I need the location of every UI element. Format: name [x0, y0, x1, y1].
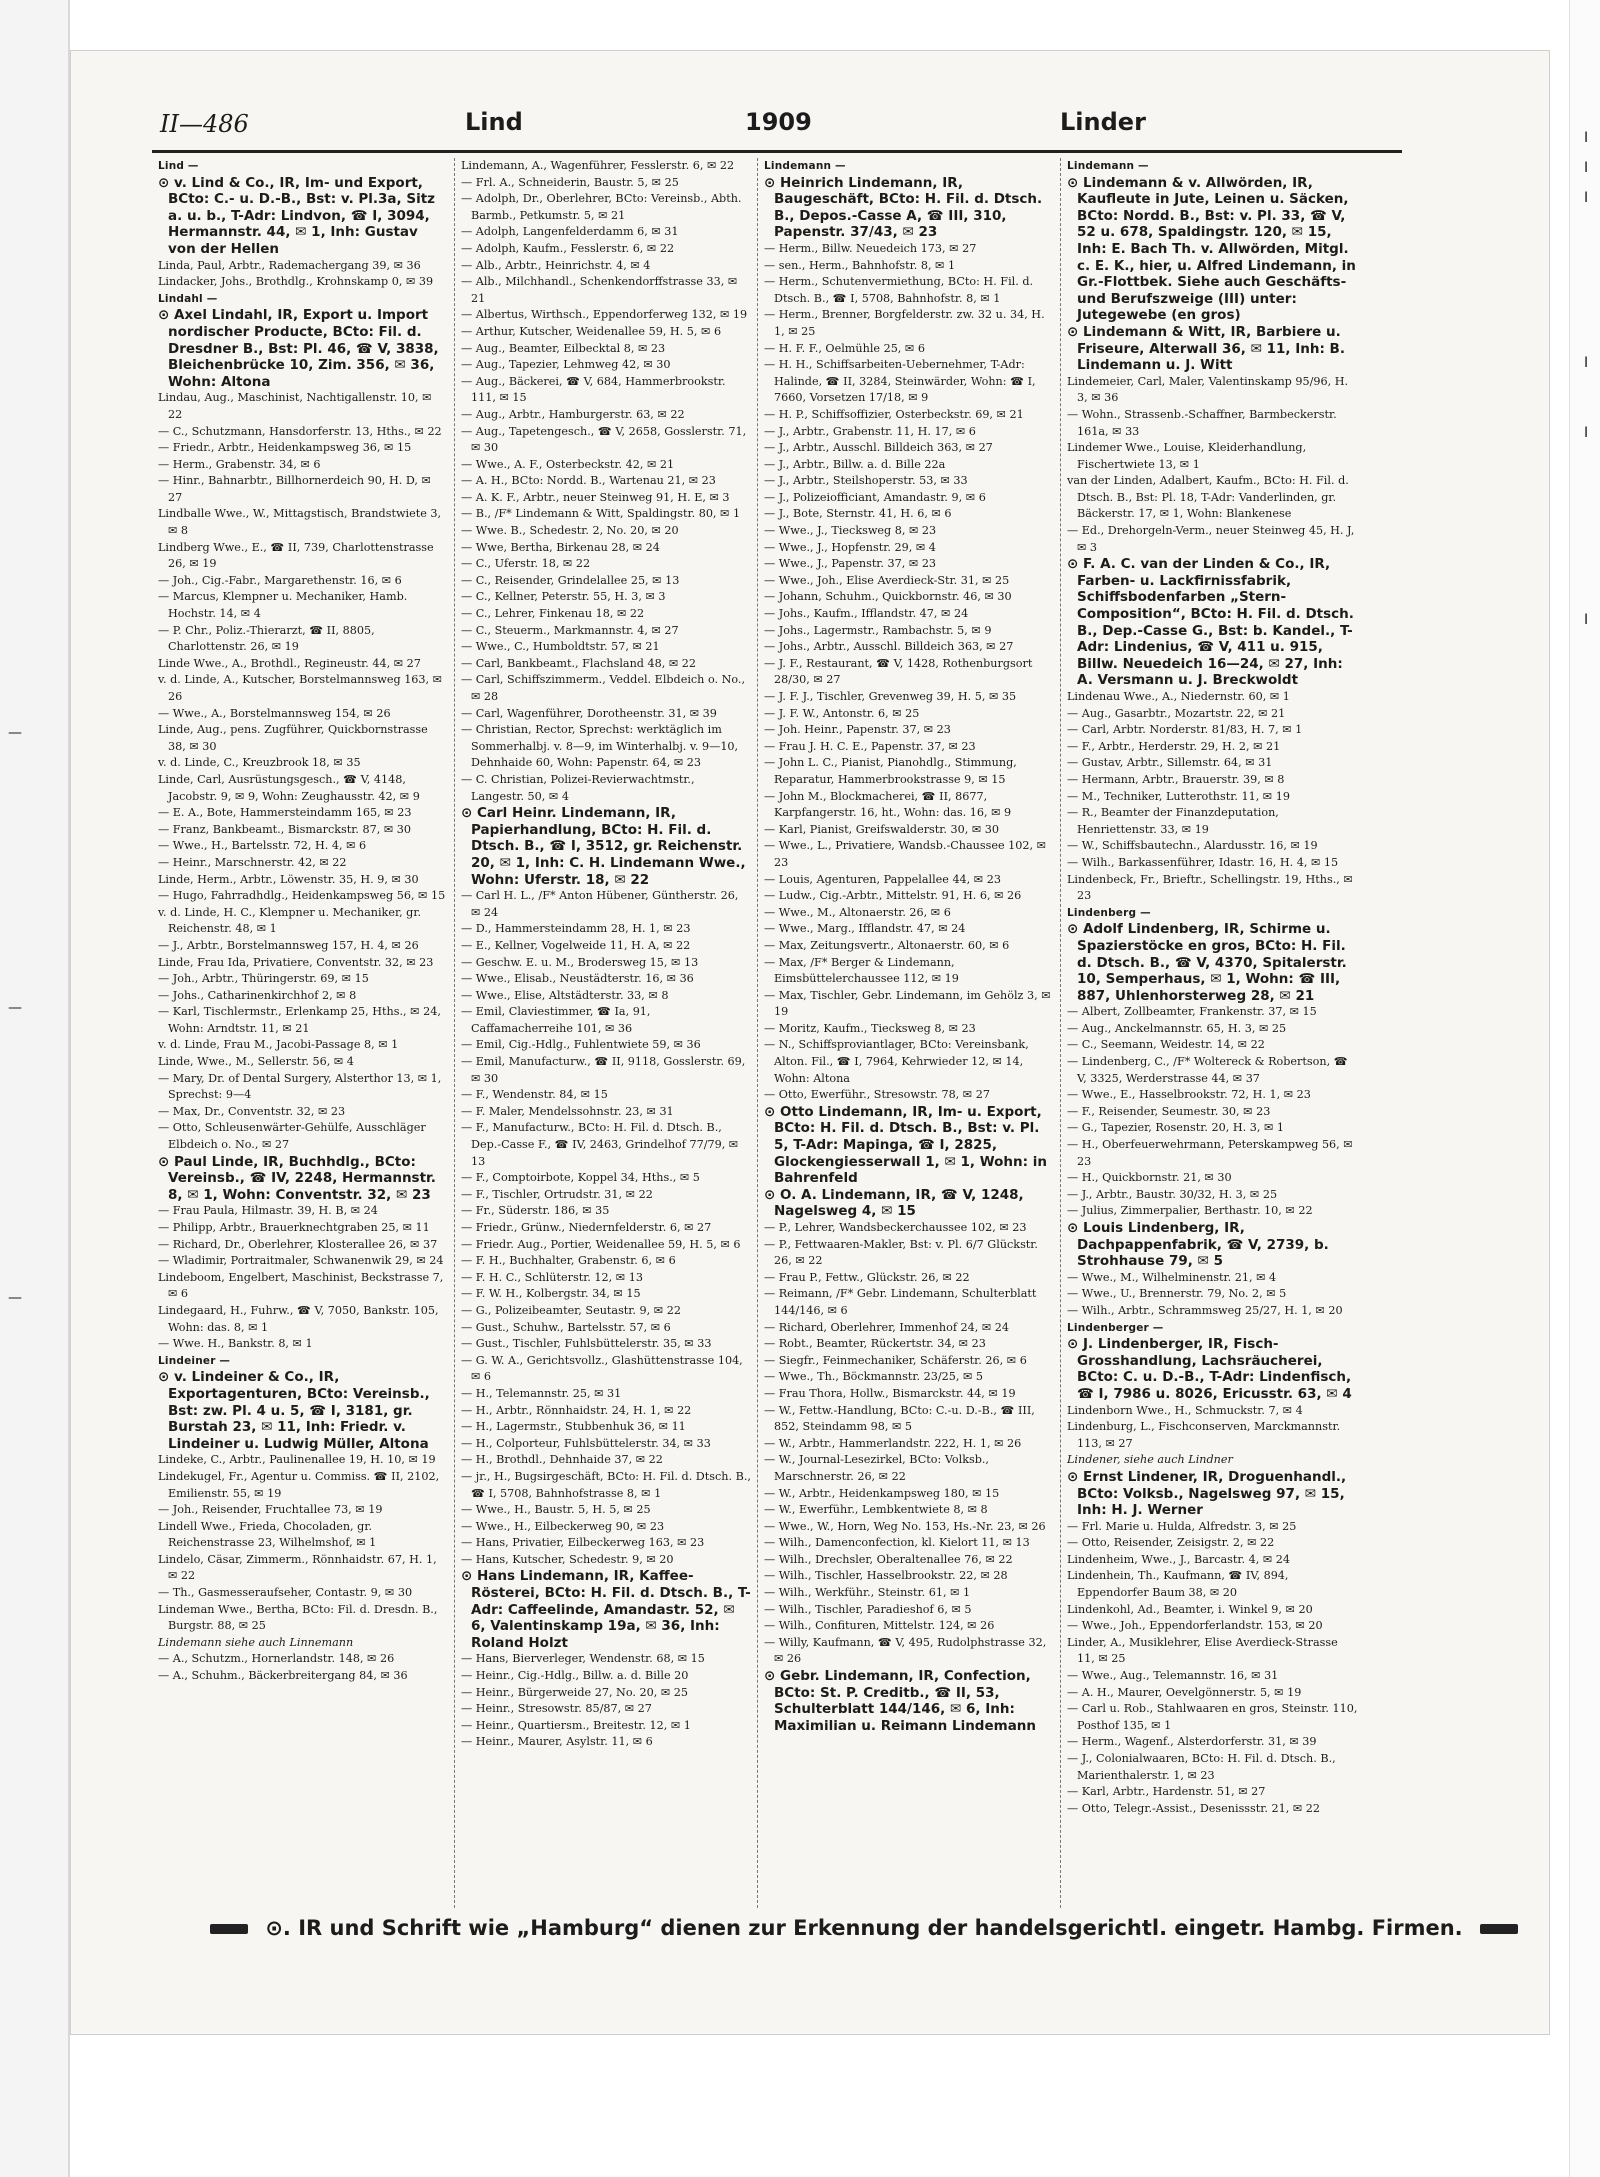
directory-entry: — Joh. Heinr., Papenstr. 37, ✉ 23	[764, 723, 951, 737]
directory-entry: — M., Techniker, Lutterothstr. 11, ✉ 19	[1067, 789, 1290, 803]
cross-reference: Lindener, siehe auch Lindner	[1067, 1453, 1233, 1467]
directory-entry: — W., Arbtr., Hammerlandstr. 222, H. 1, ✉ 26	[764, 1436, 1022, 1450]
directory-entry: — Aug., Beamter, Eilbecktal 8, ✉ 23	[461, 341, 666, 355]
directory-entry: — C., Reisender, Grindelallee 25, ✉ 13	[461, 573, 680, 587]
directory-entry: — J., Arbtr., Billw. a. d. Bille 22a	[764, 457, 946, 471]
directory-entry: — F. H., Buchhalter, Grabenstr. 6, ✉ 6	[461, 1254, 676, 1268]
directory-entry: — Wilh., Confituren, Mittelstr. 124, ✉ 26	[764, 1619, 995, 1633]
directory-entry: — J., Colonialwaaren, BCto: H. Fil. d. Dtsch. B., Marienthalerstr. 1, ✉ 23	[1067, 1752, 1336, 1782]
directory-entry: — H., Arbtr., Rönnhaidstr. 24, H. 1, ✉ 22	[461, 1403, 692, 1417]
directory-entry: — Gust., Schuhw., Bartelsstr. 57, ✉ 6	[461, 1320, 671, 1334]
directory-entry: — P., Lehrer, Wandsbeckerchaussee 102, ✉ 23	[764, 1221, 1027, 1234]
directory-entry: — Heinr., Bürgerweide 27, No. 20, ✉ 25	[461, 1685, 689, 1699]
directory-entry: — Carl u. Rob., Stahlwaaren en gros, Steinstr. 110, Posthof 135, ✉ 1	[1067, 1702, 1358, 1732]
firm-entry: ⊙ F. A. C. van der Linden & Co., IR, Farben- u. Lackfirnissfabrik, Schiffsbodenfarben „Stern-Composition“, BCto: H. Fil. d. Dtsch. B., Dep.-Casse G., Bst: b. Kandel., T-Adr: Lindenius, ☎ V, 411 u. 915, Billw. Neuedeich 16—24, ✉ 27, Inh: A. Versmann u. J. Breckwoldt	[1067, 556, 1354, 689]
directory-entry: — Moritz, Kaufm., Tiecksweg 8, ✉ 23	[764, 1021, 976, 1035]
directory-entry: — F., Reisender, Seumestr. 30, ✉ 23	[1067, 1104, 1271, 1118]
directory-entry: — Julius, Zimmerpalier, Berthastr. 10, ✉ 22	[1067, 1204, 1313, 1218]
firm-entry: ⊙ Carl Heinr. Lindemann, IR, Papierhandlung, BCto: H. Fil. d. Dtsch. B., ☎ I, 3512, gr. Reichenstr. 20, ✉ 1, Inh: C. H. Lindemann Wwe., Wohn: Uferstr. 18, ✉ 22	[461, 805, 746, 888]
directory-entry: — Adolph, Langenfelderdamm 6, ✉ 31	[461, 225, 679, 239]
footer-note	[200, 1916, 1463, 1946]
directory-entry: — A. K. F., Arbtr., neuer Steinweg 91, H. E, ✉ 3	[461, 490, 730, 504]
directory-entry: — Wwe., W., Horn, Weg No. 153, Hs.-Nr. 23, ✉ 26	[764, 1519, 1046, 1533]
directory-entry: — Hans, Privatier, Eilbeckerweg 163, ✉ 23	[461, 1536, 705, 1550]
directory-entry: v. d. Linde, C., Kreuzbrook 18, ✉ 35	[158, 756, 361, 770]
page-header	[160, 108, 1395, 142]
directory-entry: — Otto, Telegr.-Assist., Desenissstr. 21, ✉ 22	[1067, 1801, 1321, 1815]
directory-entry: — W., Ewerführ., Lembkentwiete 8, ✉ 8	[764, 1503, 988, 1517]
directory-entry: — J., Arbtr., Ausschl. Billdeich 363, ✉ 27	[764, 441, 993, 455]
directory-entry: Linde, Aug., pens. Zugführer, Quickbornstrasse 38, ✉ 30	[158, 723, 428, 753]
directory-entry: — Wwe, Bertha, Birkenau 28, ✉ 24	[461, 540, 660, 554]
directory-entry: — Friedr., Arbtr., Heidenkampsweg 36, ✉ 15	[158, 441, 412, 455]
directory-entry: — Otto, Reisender, Zeisigstr. 2, ✉ 22	[1067, 1536, 1275, 1550]
directory-entry: — Wwe., H., Bartelsstr. 72, H. 4, ✉ 6	[158, 839, 367, 853]
firm-entry: ⊙ Ernst Lindener, IR, Droguenhandl., BCto: Volksb., Nagelsweg 97, ✉ 15, Inh: H. J. Werner	[1067, 1468, 1347, 1519]
directory-entry: — Karl, Arbtr., Hardenstr. 51, ✉ 27	[1067, 1785, 1266, 1799]
directory-entry: Lindau, Aug., Maschinist, Nachtigallenstr. 10, ✉ 22	[158, 391, 432, 421]
firm-entry: ⊙ v. Lindeiner & Co., IR, Exportagenturen, BCto: Vereinsb., Bst: zw. Pl. 4 u. 5, ☎ I, 3181, gr. Burstah 23, ✉ 11, Inh: Friedr. v. Lindeiner u. Ludwig Müller, Altona	[158, 1369, 430, 1452]
directory-entry: — Reimann, /F* Gebr. Lindemann, Schulterblatt 144/146, ✉ 6	[764, 1287, 1037, 1317]
directory-entry: — Robt., Beamter, Rückertstr. 34, ✉ 23	[764, 1337, 986, 1351]
entry-columns	[152, 158, 1402, 1908]
header-rule	[152, 150, 1402, 153]
directory-entry: — Wwe., C., Humboldtstr. 57, ✉ 21	[461, 640, 660, 654]
directory-entry: — Herm., Billw. Neuedeich 173, ✉ 27	[764, 241, 977, 255]
directory-entry: — Albertus, Wirthsch., Eppendorferweg 132, ✉ 19	[461, 308, 748, 322]
directory-entry: — Louis, Agenturen, Pappelallee 44, ✉ 23	[764, 872, 1001, 886]
directory-entry: Lindeke, C., Arbtr., Paulinenallee 19, H. 10, ✉ 19	[158, 1453, 436, 1467]
directory-entry: Lindenborn Wwe., H., Schmuckstr. 7, ✉ 4	[1067, 1403, 1303, 1417]
surname-heading: Lindemann —	[1067, 160, 1149, 172]
directory-entry: — Johs., Arbtr., Ausschl. Billdeich 363, ✉ 27	[764, 640, 1014, 654]
directory-entry: Lindell Wwe., Frieda, Chocoladen, gr. Reichenstrasse 23, Wilhelmshof, ✉ 1	[158, 1519, 377, 1550]
directory-entry: — Friedr., Grünw., Niedernfelderstr. 6, ✉ 27	[461, 1221, 712, 1234]
column-4	[1061, 158, 1364, 1908]
directory-entry: — C. Christian, Polizei-Revierwachtmstr., Langestr. 50, ✉ 4	[461, 772, 695, 803]
directory-entry: — F. W. H., Kolbergstr. 34, ✉ 15	[461, 1287, 641, 1301]
directory-entry: — J., Bote, Sternstr. 41, H. 6, ✉ 6	[764, 507, 952, 521]
directory-entry: — Mary, Dr. of Dental Surgery, Alsterthor 13, ✉ 1, Sprechst: 9—4	[158, 1071, 442, 1102]
directory-entry: — H. H., Schiffsarbeiten-Uebernehmer, T-Adr: Halinde, ☎ II, 3284, Steinwärder, Wohn: ☎ I, 7660, Vorsetzen 17/18, ✉ 9	[764, 358, 1036, 405]
directory-entry: — Siegfr., Feinmechaniker, Schäferstr. 26, ✉ 6	[764, 1353, 1027, 1367]
directory-entry: — Max, Tischler, Gebr. Lindemann, im Gehölz 3, ✉ 19	[764, 988, 1051, 1019]
pointing-hand-icon	[210, 1924, 248, 1934]
directory-entry: — Marcus, Klempner u. Mechaniker, Hamb. Hochstr. 14, ✉ 4	[158, 590, 408, 621]
directory-entry: — Johs., Kaufm., Ifflandstr. 47, ✉ 24	[764, 607, 969, 621]
surname-heading: Lindenberger —	[1067, 1321, 1164, 1334]
directory-entry: — Hugo, Fahrradhdlg., Heidenkampsweg 56, ✉ 15	[158, 889, 446, 903]
firm-entry: ⊙ Hans Lindemann, IR, Kaffee-Rösterei, BCto: H. Fil. d. Dtsch. B., T-Adr: Caffeelinde, Amandastr. 52, ✉ 6, Valentinskamp 19a, ✉ 36, Inh: Roland Holzt	[461, 1568, 751, 1651]
directory-entry: — H., Oberfeuerwehrmann, Peterskampweg 56, ✉ 23	[1067, 1138, 1353, 1168]
directory-entry: — Adolph, Dr., Oberlehrer, BCto: Vereinsb., Abth. Barmb., Petkumstr. 5, ✉ 21	[461, 192, 742, 222]
directory-entry: — Aug., Arbtr., Hamburgerstr. 63, ✉ 22	[461, 407, 685, 421]
left-margin-mark: —	[8, 1000, 22, 1016]
directory-entry: — Karl, Tischlermstr., Erlenkamp 25, Hths., ✉ 24, Wohn: Arndtstr. 11, ✉ 21	[158, 1005, 441, 1035]
firm-entry: ⊙ Adolf Lindenberg, IR, Schirme u. Spazierstöcke en gros, BCto: H. Fil. d. Dtsch. B., ☎ V, 4370, Spitalerstr. 10, Semperhaus, ✉ 1, Wohn: ☎ III, 887, Uhlenhorsterweg 28, ✉ 21	[1067, 921, 1347, 1004]
directory-entry: — F., Manufacturw., BCto: H. Fil. d. Dtsch. B., Dep.-Casse F., ☎ IV, 2463, Grindelhof 77/79, ✉ 13	[461, 1121, 739, 1168]
directory-entry: — F. H. C., Schlüterstr. 12, ✉ 13	[461, 1270, 643, 1284]
directory-entry: — F., Comptoirbote, Koppel 34, Hths., ✉ 5	[461, 1171, 700, 1185]
directory-entry: — H. F. F., Oelmühle 25, ✉ 6	[764, 341, 925, 355]
directory-entry: — Wwe., Joh., Eppendorferlandstr. 153, ✉ 20	[1067, 1619, 1323, 1633]
right-margin-mark: I	[1584, 130, 1589, 146]
directory-entry: — Otto, Schleusenwärter-Gehülfe, Ausschläger Elbdeich o. No., ✉ 27	[158, 1121, 426, 1152]
directory-entry: — Arthur, Kutscher, Weidenallee 59, H. 5, ✉ 6	[461, 324, 722, 338]
directory-entry: — Hermann, Arbtr., Brauerstr. 39, ✉ 8	[1067, 772, 1285, 786]
directory-entry: — Heinr., Marschnerstr. 42, ✉ 22	[158, 855, 347, 869]
directory-entry: — F., Arbtr., Herderstr. 29, H. 2, ✉ 21	[1067, 739, 1281, 753]
cross-reference: Lindemann siehe auch Linnemann	[158, 1635, 354, 1649]
firm-entry: ⊙ Lindemann & Witt, IR, Barbiere u. Friseure, Alterwall 36, ✉ 11, Inh: B. Lindemann u. J. Witt	[1067, 323, 1345, 374]
directory-entry: — C., Seemann, Weidestr. 14, ✉ 22	[1067, 1038, 1265, 1052]
directory-entry: — Wwe., Aug., Telemannstr. 16, ✉ 31	[1067, 1669, 1279, 1683]
firm-entry: ⊙ J. Lindenberger, IR, Fisch-Grosshandlung, Lachsräucherei, BCto: C. u. D.-B., T-Adr: Lindenfisch, ☎ I, 7986 u. 8026, Ericusstr. 63, ✉ 4	[1067, 1336, 1352, 1402]
directory-entry: — G., Tapezier, Rosenstr. 20, H. 3, ✉ 1	[1067, 1121, 1285, 1135]
directory-entry: — Aug., Tapetengesch., ☎ V, 2658, Gosslerstr. 71, ✉ 30	[461, 424, 747, 455]
directory-entry: — J. F. J., Tischler, Grevenweg 39, H. 5, ✉ 35	[764, 690, 1017, 703]
directory-entry: Lindemann, A., Wagenführer, Fesslerstr. 6, ✉ 22	[461, 159, 735, 172]
directory-entry: Linde Wwe., A., Brothdl., Regineustr. 44, ✉ 27	[158, 656, 421, 670]
directory-entry: — J., Arbtr., Grabenstr. 11, H. 17, ✉ 6	[764, 424, 976, 438]
directory-entry: — Wilh., Tischler, Hasselbrookstr. 22, ✉ 28	[764, 1569, 1008, 1583]
directory-entry: — W., Schiffsbautechn., Alardusstr. 16, ✉ 19	[1067, 839, 1318, 853]
directory-entry: — J. F. W., Antonstr. 6, ✉ 25	[764, 706, 920, 720]
directory-entry: — W., Fettw.-Handlung, BCto: C.-u. D.-B., ☎ III, 852, Steindamm 98, ✉ 5	[764, 1403, 1035, 1434]
directory-entry: v. d. Linde, Frau M., Jacobi-Passage 8, ✉ 1	[158, 1038, 399, 1052]
directory-entry: — Frl. A., Schneiderin, Baustr. 5, ✉ 25	[461, 175, 679, 189]
directory-entry: — H., Quickbornstr. 21, ✉ 30	[1067, 1171, 1232, 1185]
directory-entry: — Karl, Pianist, Greifswalderstr. 30, ✉ 30	[764, 822, 1000, 836]
firm-entry: ⊙ Otto Lindemann, IR, Im- u. Export, BCto: H. Fil. d. Dtsch. B., Bst: v. Pl. 5, T-Adr: Mapinga, ☎ I, 2825, Glockengiesserwall 1, ✉ 1, Wohn: in Bahrenfeld	[764, 1103, 1047, 1187]
directory-entry: — J., Arbtr., Baustr. 30/32, H. 3, ✉ 25	[1067, 1187, 1278, 1201]
firm-entry: ⊙ Axel Lindahl, IR, Export u. Import nordischer Producte, BCto: Fil. d. Dresdner B., Bst: Pl. 46, ☎ V, 3838, Bleichenbrücke 10, Zim. 356, ✉ 36, Wohn: Altona	[158, 307, 439, 390]
directory-entry: — Wwe., L., Privatiere, Wandsb.-Chaussee 102, ✉ 23	[764, 839, 1046, 869]
directory-entry: — Frau J. H. C. E., Papenstr. 37, ✉ 23	[764, 739, 976, 753]
directory-entry: — Aug., Gasarbtr., Mozartstr. 22, ✉ 21	[1067, 706, 1286, 720]
directory-entry: — Richard, Oberlehrer, Immenhof 24, ✉ 24	[764, 1320, 1010, 1334]
directory-entry: — D., Hammersteindamm 28, H. 1, ✉ 23	[461, 922, 691, 936]
directory-entry: — Emil, Manufacturw., ☎ II, 9118, Gosslerstr. 69, ✉ 30	[461, 1055, 746, 1085]
directory-entry: — P. Chr., Poliz.-Thierarzt, ☎ II, 8805, Charlottenstr. 26, ✉ 19	[158, 623, 375, 654]
directory-entry: Lindacker, Johs., Brothdlg., Krohnskamp 0, ✉ 39	[158, 275, 434, 289]
directory-entry: — H., Brothdl., Dehnhaide 37, ✉ 22	[461, 1453, 663, 1467]
directory-entry: — Geschw. E. u. M., Brodersweg 15, ✉ 13	[461, 955, 699, 969]
surname-heading: Lindenberg —	[1067, 906, 1151, 919]
directory-entry: — Joh., Cig.-Fabr., Margarethenstr. 16, ✉ 6	[158, 573, 402, 587]
directory-entry: Linder, A., Musiklehrer, Elise Averdieck-Strasse 11, ✉ 25	[1067, 1635, 1338, 1666]
directory-entry: — Otto, Ewerführ., Stresowstr. 78, ✉ 27	[764, 1088, 990, 1102]
directory-entry: — Fr., Süderstr. 186, ✉ 35	[461, 1204, 610, 1218]
directory-entry: — John L. C., Pianist, Pianohdlg., Stimmung, Reparatur, Hammerbrookstrasse 9, ✉ 15	[764, 756, 1017, 786]
directory-entry: — Wwe., Joh., Elise Averdieck-Str. 31, ✉ 25	[764, 573, 1010, 587]
page-number: II—486	[160, 110, 249, 138]
firm-entry: ⊙ Louis Lindenberg, IR, Dachpappenfabrik, ☎ V, 2739, b. Strohhause 79, ✉ 5	[1067, 1220, 1329, 1270]
right-margin-mark: I	[1584, 355, 1589, 371]
directory-entry: Lindenburg, L., Fischconserven, Marckmannstr. 113, ✉ 27	[1067, 1420, 1341, 1450]
directory-entry: — G. W. A., Gerichtsvollz., Glashüttenstrasse 104, ✉ 6	[461, 1353, 743, 1384]
directory-entry: — J., Arbtr., Steilshoperstr. 53, ✉ 33	[764, 474, 968, 488]
directory-entry: — Wilh., Drechsler, Oberaltenallee 76, ✉ 22	[764, 1552, 1013, 1566]
directory-entry: — Wwe., A. F., Osterbeckstr. 42, ✉ 21	[461, 457, 675, 471]
directory-entry: — Lindenberg, C., /F* Woltereck & Robertson, ☎ V, 3325, Werderstrasse 44, ✉ 37	[1067, 1055, 1348, 1085]
directory-entry: — Adolph, Kaufm., Fesslerstr. 6, ✉ 22	[461, 241, 675, 255]
directory-entry: — Wwe., M., Wilhelminenstr. 21, ✉ 4	[1067, 1270, 1277, 1284]
directory-entry: — Wilh., Tischler, Paradieshof 6, ✉ 5	[764, 1602, 972, 1616]
directory-entry: — F., Tischler, Ortrudstr. 31, ✉ 22	[461, 1187, 653, 1201]
directory-entry: — F. Maler, Mendelssohnstr. 23, ✉ 31	[461, 1104, 674, 1118]
surname-heading: Lindemann —	[764, 160, 846, 172]
directory-entry: — Frau Thora, Hollw., Bismarckstr. 44, ✉ 19	[764, 1386, 1016, 1400]
directory-entry: — Aug., Tapezier, Lehmweg 42, ✉ 30	[461, 358, 671, 372]
directory-entry: van der Linden, Adalbert, Kaufm., BCto: H. Fil. d. Dtsch. B., Bst: Pl. 18, T-Adr: Vanderlinden, gr. Bäckerstr. 17, ✉ 1, Wohn: Blankenese	[1067, 474, 1349, 521]
directory-entry: — John M., Blockmacherei, ☎ II, 8677, Karpfangerstr. 16, ht., Wohn: das. 16, ✉ 9	[764, 789, 1012, 820]
directory-entry: — Wwe., H., Eilbeckerweg 90, ✉ 23	[461, 1519, 665, 1533]
directory-entry: — Carl, Arbtr. Norderstr. 81/83, H. 7, ✉ 1	[1067, 723, 1303, 737]
directory-entry: — Wwe., H., Baustr. 5, H. 5, ✉ 25	[461, 1503, 651, 1517]
firm-entry: ⊙ Heinrich Lindemann, IR, Baugeschäft, BCto: H. Fil. d. Dtsch. B., Depos.-Casse A, ☎ III, 310, Papenstr. 37/43, ✉ 23	[764, 174, 1043, 241]
surname-heading: Lindeiner —	[158, 1354, 231, 1367]
directory-entry: — Herm., Grabenstr. 34, ✉ 6	[158, 457, 321, 471]
directory-entry: — Philipp, Arbtr., Brauerknechtgraben 25, ✉ 11	[158, 1221, 430, 1234]
directory-entry: — A. H., BCto: Nordd. B., Wartenau 21, ✉ 23	[461, 474, 716, 488]
directory-entry: — Heinr., Maurer, Asylstr. 11, ✉ 6	[461, 1735, 653, 1749]
directory-entry: — Wwe., E., Hasselbrookstr. 72, H. 1, ✉ 23	[1067, 1088, 1311, 1102]
directory-entry: — Wwe., J., Papenstr. 37, ✉ 23	[764, 557, 937, 571]
directory-entry: — Wohn., Strassenb.-Schaffner, Barmbeckerstr. 161a, ✉ 33	[1067, 407, 1337, 438]
directory-entry: — Wladimir, Portraitmaler, Schwanenwik 29, ✉ 24	[158, 1254, 444, 1268]
directory-entry: — Herm., Brenner, Borgfelderstr. zw. 32 u. 34, H. 1, ✉ 25	[764, 308, 1045, 338]
directory-entry: Lindenau Wwe., A., Niedernstr. 60, ✉ 1	[1067, 690, 1290, 703]
firm-entry: ⊙ Paul Linde, IR, Buchhdlg., BCto: Vereinsb., ☎ IV, 2248, Hermannstr. 8, ✉ 1, Wohn: Conventstr. 32, ✉ 23	[158, 1153, 436, 1203]
right-margin-mark: I	[1584, 160, 1589, 176]
directory-entry: — J. F., Restaurant, ☎ V, 1428, Rothenburgsort 28/30, ✉ 27	[764, 656, 1033, 687]
directory-entry: v. d. Linde, A., Kutscher, Borstelmannsweg 163, ✉ 26	[158, 673, 443, 703]
directory-entry: — Aug., Anckelmannstr. 65, H. 3, ✉ 25	[1067, 1021, 1287, 1035]
directory-entry: — P., Fettwaaren-Makler, Bst: v. Pl. 6/7 Glückstr. 26, ✉ 22	[764, 1237, 1038, 1268]
directory-entry: — Christian, Rector, Sprechst: werktäglich im Sommerhalbj. v. 8—9, im Winterhalbj. v. 9—10, Dehnhaide 60, Wohn: Papenstr. 64, ✉ 23	[461, 723, 739, 770]
firm-entry: ⊙ Gebr. Lindemann, IR, Confection, BCto: St. P. Creditb., ☎ II, 53, Schulterblatt 144/146, ✉ 6, Inh: Maximilian u. Reimann Lindemann	[764, 1668, 1037, 1734]
directory-entry: — A., Schuhm., Bäckerbreitergang 84, ✉ 36	[158, 1669, 408, 1683]
directory-entry: — Frau P., Fettw., Glückstr. 26, ✉ 22	[764, 1270, 970, 1284]
directory-entry: — Herm., Wagenf., Alsterdorferstr. 31, ✉ 39	[1067, 1735, 1317, 1749]
column-2	[455, 158, 758, 1908]
directory-entry: — Wilh., Arbtr., Schrammsweg 25/27, H. 1, ✉ 20	[1067, 1303, 1343, 1317]
directory-entry: — Frl. Marie u. Hulda, Alfredstr. 3, ✉ 25	[1067, 1519, 1297, 1533]
directory-entry: Lindegaard, H., Fuhrw., ☎ V, 7050, Bankstr. 105, Wohn: das. 8, ✉ 1	[158, 1303, 439, 1334]
directory-entry: — Franz, Bankbeamt., Bismarckstr. 87, ✉ 30	[158, 822, 412, 836]
directory-entry: — Carl H. L., /F* Anton Hübener, Güntherstr. 26, ✉ 24	[461, 889, 739, 919]
directory-entry: — W., Journal-Lesezirkel, BCto: Volksb., Marschnerstr. 26, ✉ 22	[764, 1453, 989, 1483]
directory-entry: — J., Polizeiofficiant, Amandastr. 9, ✉ 6	[764, 490, 986, 504]
firm-entry: ⊙ Lindemann & v. Allwörden, IR, Kaufleute in Jute, Leinen u. Säcken, BCto: Nordd. B., Bst: v. Pl. 33, ☎ V, 52 u. 678, Spaldingstr. 120, ✉ 15, Inh: E. Bach Th. v. Allwörden, Mitgl. c. E. K., hier, u. Alfred Lindemann, in Gr.-Flottbek. Siehe auch Geschäfts- und Berufszweige (III) unter: Jutegewebe (en gros)	[1067, 174, 1356, 324]
directory-entry: Lindberg Wwe., E., ☎ II, 739, Charlottenstrasse 26, ✉ 19	[158, 540, 434, 571]
directory-entry: — Alb., Milchhandl., Schenkendorffstrasse 33, ✉ 21	[461, 275, 738, 305]
directory-entry: — J., Arbtr., Borstelmannsweg 157, H. 4, ✉ 26	[158, 938, 419, 952]
directory-entry: Linde, Herm., Arbtr., Löwenstr. 35, H. 9, ✉ 30	[158, 872, 419, 886]
directory-entry: — Heinr., Quartiersm., Breitestr. 12, ✉ 1	[461, 1718, 691, 1732]
directory-entry: — A. H., Maurer, Oevelgönnerstr. 5, ✉ 19	[1067, 1685, 1302, 1699]
directory-entry: — Friedr. Aug., Portier, Weidenallee 59, H. 5, ✉ 6	[461, 1237, 741, 1251]
directory-entry: — G., Polizeibeamter, Seutastr. 9, ✉ 22	[461, 1303, 681, 1317]
right-margin-mark: I	[1584, 612, 1589, 628]
directory-entry: — Gust., Tischler, Fuhlsbüttelerstr. 35, ✉ 33	[461, 1337, 712, 1351]
directory-entry: — Albert, Zollbeamter, Frankenstr. 37, ✉ 15	[1067, 1005, 1317, 1019]
directory-entry: Lindemer Wwe., Louise, Kleiderhandlung, Fischertwiete 13, ✉ 1	[1067, 441, 1307, 471]
directory-entry: — Wilh., Werkführ., Steinstr. 61, ✉ 1	[764, 1586, 971, 1600]
directory-entry: — Wwe., Elisab., Neustädterstr. 16, ✉ 36	[461, 972, 694, 986]
column-1	[152, 158, 455, 1908]
directory-entry: v. d. Linde, H. C., Klempner u. Mechaniker, gr. Reichenstr. 48, ✉ 1	[158, 905, 422, 936]
directory-entry: — Joh., Arbtr., Thüringerstr. 69, ✉ 15	[158, 972, 369, 986]
directory-entry: — Heinr., Stresowstr. 85/87, ✉ 27	[461, 1702, 652, 1716]
firm-entry: ⊙ v. Lind & Co., IR, Im- und Export, BCto: C.- u. D.-B., Bst: v. Pl.3a, Sitz a. u. b., T-Adr: Lindvon, ☎ I, 3094, Hermannstr. 44, ✉ 1, Inh: Gustav von der Hellen	[158, 174, 436, 257]
directory-entry: — Herm., Schutenvermiethung, BCto: H. Fil. d. Dtsch. B., ☎ I, 5708, Bahnhofstr. 8, ✉ 1	[764, 275, 1034, 305]
directory-entry: — W., Arbtr., Heidenkampsweg 180, ✉ 15	[764, 1486, 1000, 1500]
directory-entry: Linde, Wwe., M., Sellerstr. 56, ✉ 4	[158, 1055, 354, 1069]
directory-entry: — Ludw., Cig.-Arbtr., Mittelstr. 91, H. 6, ✉ 26	[764, 889, 1022, 903]
directory-entry: — R., Beamter der Finanzdeputation, Henriettenstr. 33, ✉ 19	[1067, 806, 1279, 836]
directory-entry: — E., Kellner, Vogelweide 11, H. A, ✉ 22	[461, 938, 691, 952]
directory-entry: — Johs., Lagermstr., Rambachstr. 5, ✉ 9	[764, 623, 992, 637]
footer-text: ⊙. IR und Schrift wie „Hamburg“ dienen zur Erkennung der handelsgerichtl. eingetr. Hambg. Firmen.	[265, 1916, 1463, 1940]
directory-entry: — Emil, Cig.-Hdlg., Fuhlentwiete 59, ✉ 36	[461, 1038, 701, 1052]
directory-entry: Linde, Carl, Ausrüstungsgesch., ☎ V, 4148, Jacobstr. 9, ✉ 9, Wohn: Zeughausstr. 42, ✉ 9	[158, 772, 420, 803]
surname-heading: Lindahl —	[158, 292, 218, 305]
directory-entry: Lindeboom, Engelbert, Maschinist, Beckstrasse 7, ✉ 6	[158, 1270, 444, 1301]
year-label: 1909	[745, 108, 812, 136]
directory-entry: — Wilh., Damenconfection, kl. Kielort 11, ✉ 13	[764, 1536, 1030, 1550]
directory-entry: Lindballe Wwe., W., Mittagstisch, Brandstwiete 3, ✉ 8	[158, 507, 442, 538]
directory-entry: — Wwe., J., Tiecksweg 8, ✉ 23	[764, 524, 937, 538]
directory-entry: — Ed., Drehorgeln-Verm., neuer Steinweg 45, H. J, ✉ 3	[1067, 524, 1355, 554]
directory-entry: — Wwe., A., Borstelmannsweg 154, ✉ 26	[158, 706, 391, 720]
directory-entry: — Carl, Schiffszimmerm., Veddel. Elbdeich o. No., ✉ 28	[461, 673, 746, 703]
left-margin-mark: —	[8, 725, 22, 741]
directory-entry: — C., Schutzmann, Hansdorferstr. 13, Hths., ✉ 22	[158, 424, 442, 438]
directory-entry: — Johann, Schuhm., Quickbornstr. 46, ✉ 30	[764, 590, 1012, 604]
directory-entry: — Richard, Dr., Oberlehrer, Klosterallee 26, ✉ 37	[158, 1237, 438, 1251]
directory-entry: — Wwe., Elise, Altstädterstr. 33, ✉ 8	[461, 988, 669, 1002]
directory-entry: — N., Schiffsproviantlager, BCto: Vereinsbank, Alton. Fil., ☎ I, 7964, Kehrwieder 12, ✉ 14, Wohn: Altona	[764, 1038, 1029, 1085]
directory-entry: — Wwe., J., Hopfenstr. 29, ✉ 4	[764, 540, 936, 554]
directory-entry: — Wwe., U., Brennerstr. 79, No. 2, ✉ 5	[1067, 1287, 1287, 1301]
directory-entry: Linda, Paul, Arbtr., Rademachergang 39, ✉ 36	[158, 258, 421, 272]
directory-entry: — Alb., Arbtr., Heinrichstr. 4, ✉ 4	[461, 258, 651, 272]
directory-entry: — Aug., Bäckerei, ☎ V, 684, Hammerbrookstr. 111, ✉ 15	[461, 374, 726, 405]
directory-entry: — Wwe., M., Altonaerstr. 26, ✉ 6	[764, 905, 951, 919]
directory-entry: — Wwe., Th., Böckmannstr. 23/25, ✉ 5	[764, 1370, 984, 1384]
directory-entry: — F., Wendenstr. 84, ✉ 15	[461, 1088, 608, 1102]
directory-entry: Lindenkohl, Ad., Beamter, i. Winkel 9, ✉ 20	[1067, 1602, 1313, 1616]
directory-entry: Lindenheim, Wwe., J., Barcastr. 4, ✉ 24	[1067, 1552, 1291, 1566]
directory-entry: — C., Uferstr. 18, ✉ 22	[461, 557, 591, 571]
directory-entry: — Wwe. B., Schedestr. 2, No. 20, ✉ 20	[461, 524, 679, 538]
directory-entry: — A., Schutzm., Hornerlandstr. 148, ✉ 26	[158, 1652, 395, 1666]
directory-entry: — B., /F* Lindemann & Witt, Spaldingstr. 80, ✉ 1	[461, 507, 741, 521]
directory-entry: — Wilh., Barkassenführer, Idastr. 16, H. 4, ✉ 15	[1067, 855, 1339, 869]
scan-right-edge	[1569, 0, 1600, 2177]
directory-entry: — Max, /F* Berger & Lindemann, Eimsbüttelerchaussee 112, ✉ 19	[764, 955, 959, 986]
directory-entry: Linde, Frau Ida, Privatiere, Conventstr. 32, ✉ 23	[158, 955, 434, 969]
directory-entry: — C., Steuerm., Markmannstr. 4, ✉ 27	[461, 623, 679, 637]
directory-entry: — Willy, Kaufmann, ☎ V, 495, Rudolphstrasse 32, ✉ 26	[764, 1635, 1047, 1666]
directory-entry: — Heinr., Cig.-Hdlg., Billw. a. d. Bille 20	[461, 1669, 689, 1683]
surname-heading: Lind —	[158, 160, 199, 172]
directory-entry: — H., Telemannstr. 25, ✉ 31	[461, 1386, 622, 1400]
directory-entry: — Hans, Bierverleger, Wendenstr. 68, ✉ 15	[461, 1652, 705, 1666]
scan-left-edge	[0, 0, 70, 2177]
directory-entry: — Carl, Wagenführer, Dorotheenstr. 31, ✉ 39	[461, 706, 717, 720]
directory-entry: — Max, Zeitungsvertr., Altonaerstr. 60, ✉ 6	[764, 938, 1010, 952]
directory-entry: Lindelo, Cäsar, Zimmerm., Rönnhaidstr. 67, H. 1, ✉ 22	[158, 1552, 437, 1583]
directory-entry: Lindeman Wwe., Bertha, BCto: Fil. d. Dresdn. B., Burgstr. 88, ✉ 25	[158, 1602, 438, 1633]
directory-entry: — H., Colporteur, Fuhlsbüttelerstr. 34, ✉ 33	[461, 1436, 711, 1450]
directory-entry: — sen., Herm., Bahnhofstr. 8, ✉ 1	[764, 258, 956, 272]
directory-entry: — Hinr., Bahnarbtr., Billhornerdeich 90, H. D, ✉ 27	[158, 474, 431, 504]
directory-entry: — Gustav, Arbtr., Sillemstr. 64, ✉ 31	[1067, 756, 1273, 770]
column-3	[758, 158, 1061, 1908]
firm-entry: ⊙ O. A. Lindemann, IR, ☎ V, 1248, Nagelsweg 4, ✉ 15	[764, 1186, 1024, 1220]
directory-entry: — Max, Dr., Conventstr. 32, ✉ 23	[158, 1104, 346, 1118]
directory-entry: — Wwe., Marg., Ifflandstr. 47, ✉ 24	[764, 922, 966, 936]
directory-entry: — Th., Gasmesseraufseher, Contastr. 9, ✉ 30	[158, 1586, 413, 1600]
directory-entry: — jr., H., Bugsirgeschäft, BCto: H. Fil. d. Dtsch. B., ☎ I, 5708, Bahnhofstrasse 8, ✉ 1	[461, 1469, 751, 1500]
directory-entry: Lindenhein, Th., Kaufmann, ☎ IV, 894, Eppendorfer Baum 38, ✉ 20	[1067, 1569, 1289, 1600]
directory-entry: Lindekugel, Fr., Agentur u. Commiss. ☎ II, 2102, Emilienstr. 55, ✉ 19	[158, 1469, 440, 1500]
right-margin-mark: I	[1584, 425, 1589, 441]
directory-entry: — C., Lehrer, Finkenau 18, ✉ 22	[461, 607, 645, 621]
directory-entry: — H. P., Schiffsoffizier, Osterbeckstr. 69, ✉ 21	[764, 407, 1024, 421]
directory-entry: — Carl, Bankbeamt., Flachsland 48, ✉ 22	[461, 656, 697, 670]
directory-entry: — C., Kellner, Peterstr. 55, H. 3, ✉ 3	[461, 590, 666, 604]
directory-entry: — Wwe. H., Bankstr. 8, ✉ 1	[158, 1337, 313, 1351]
directory-entry: Lindenbeck, Fr., Brieftr., Schellingstr. 19, Hths., ✉ 23	[1067, 872, 1353, 903]
right-margin-mark: I	[1584, 190, 1589, 206]
directory-entry: — Hans, Kutscher, Schedestr. 9, ✉ 20	[461, 1552, 674, 1566]
directory-entry: Lindemeier, Carl, Maler, Valentinskamp 95/96, H. 3, ✉ 36	[1067, 374, 1349, 405]
directory-entry: — H., Lagermstr., Stubbenhuk 36, ✉ 11	[461, 1420, 686, 1434]
directory-entry: — E. A., Bote, Hammersteindamm 165, ✉ 23	[158, 806, 412, 820]
left-margin-mark: —	[8, 1290, 22, 1306]
pointing-hand-icon	[1480, 1924, 1518, 1934]
headword-right: Linder	[1060, 108, 1146, 136]
headword-left: Lind	[465, 108, 523, 136]
directory-entry: — Joh., Reisender, Fruchtallee 73, ✉ 19	[158, 1503, 383, 1517]
directory-entry: — Frau Paula, Hilmastr. 39, H. B, ✉ 24	[158, 1204, 378, 1218]
directory-entry: — Emil, Claviestimmer, ☎ Ia, 91, Caffamacherreihe 101, ✉ 36	[461, 1005, 651, 1035]
directory-entry: — Johs., Catharinenkirchhof 2, ✉ 8	[158, 988, 357, 1002]
